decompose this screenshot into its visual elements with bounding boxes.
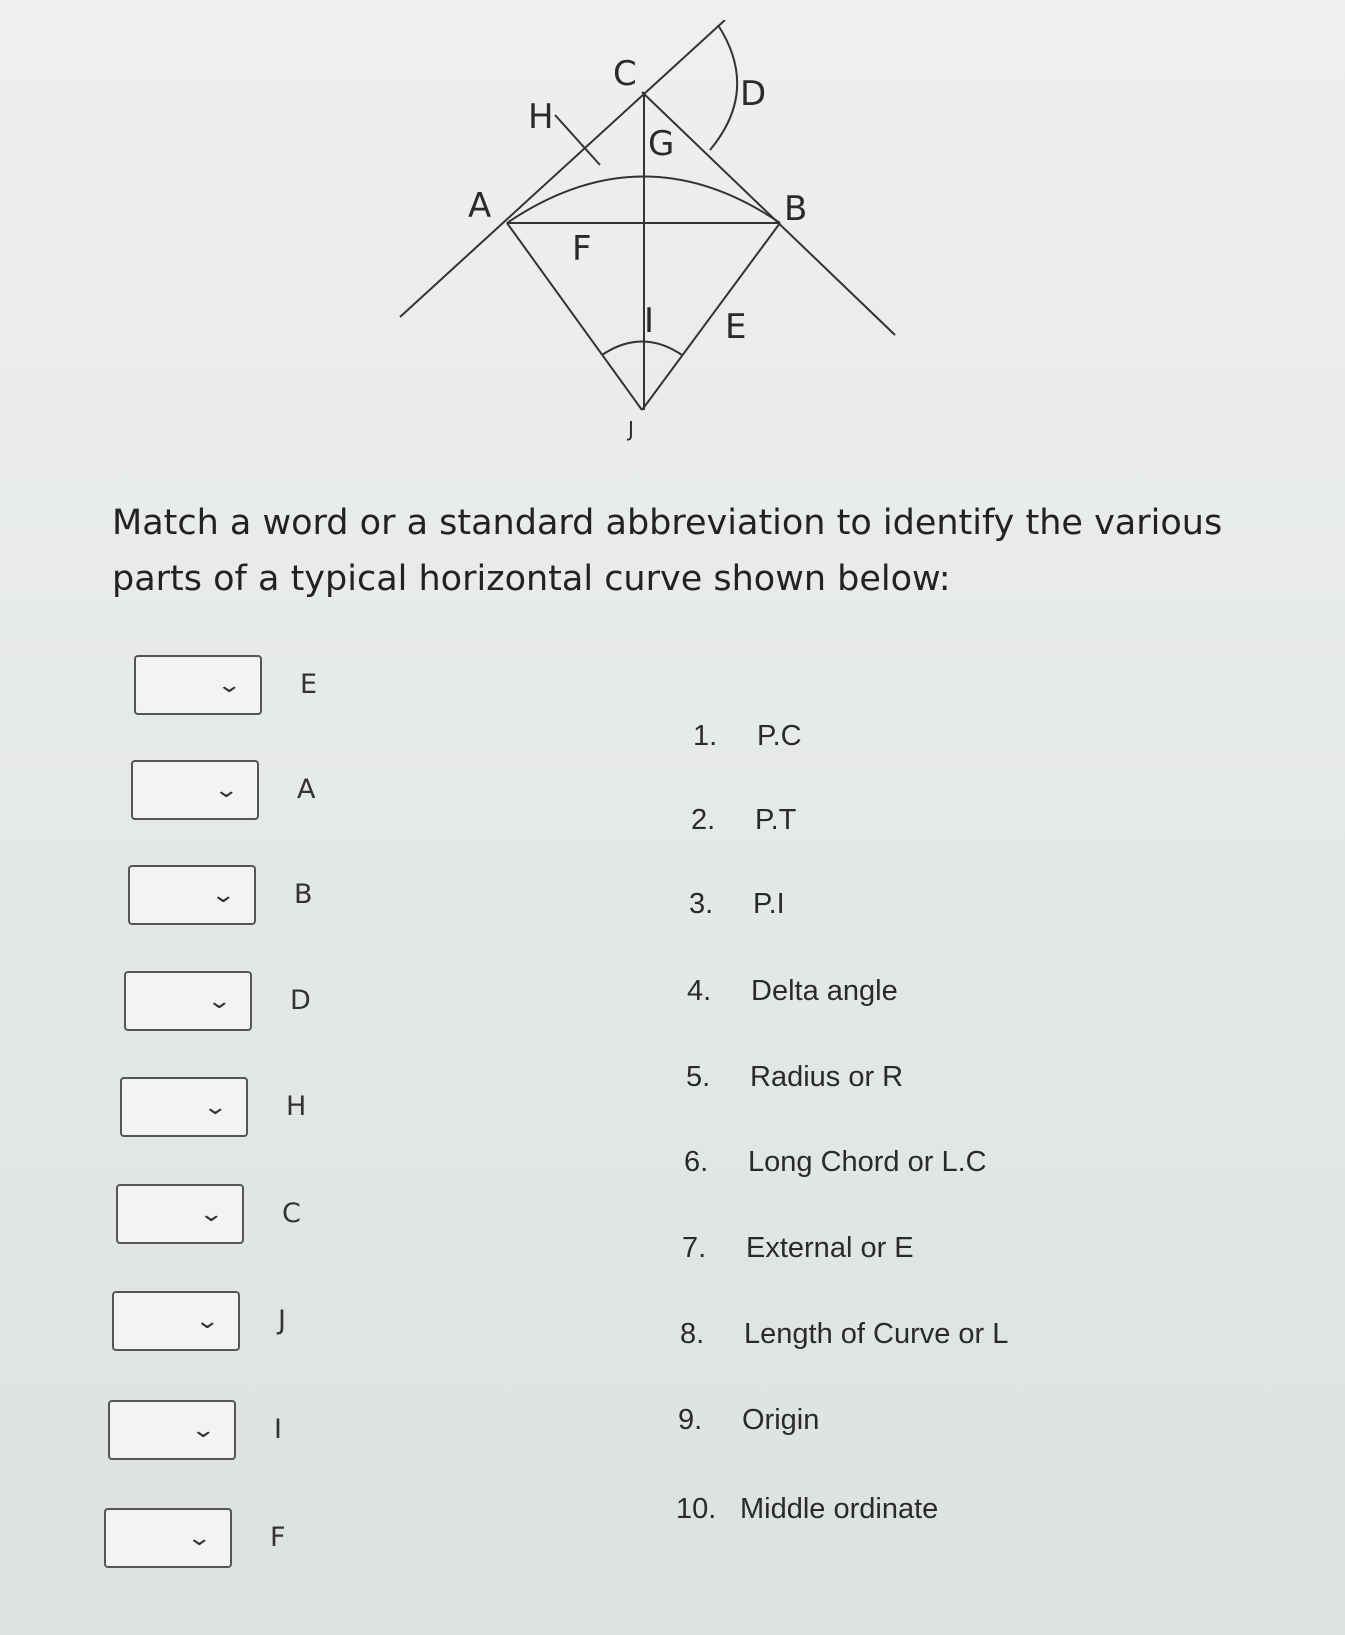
option-item xyxy=(684,1146,987,1179)
chevron-down-icon: ⌄ xyxy=(209,883,236,908)
forward-tangent-line xyxy=(642,92,895,335)
option-number: 3. xyxy=(689,888,714,920)
answer-select[interactable] xyxy=(112,1291,240,1351)
chevron-down-icon: ⌄ xyxy=(189,1418,216,1443)
match-label: J xyxy=(278,1305,286,1336)
label-f: F xyxy=(572,229,592,269)
label-a: A xyxy=(468,186,492,226)
chevron-down-icon: ⌄ xyxy=(185,1526,212,1551)
answer-select[interactable] xyxy=(131,760,259,820)
chevron-down-icon: ⌄ xyxy=(201,1095,228,1120)
radius-line-right xyxy=(642,223,780,410)
option-number: 7. xyxy=(682,1232,707,1264)
label-g: G xyxy=(648,124,675,164)
answer-select[interactable] xyxy=(124,971,252,1031)
chevron-down-icon: ⌄ xyxy=(205,989,232,1014)
label-j: J xyxy=(628,417,634,441)
label-e: E xyxy=(725,307,747,347)
answer-select[interactable] xyxy=(104,1508,232,1568)
option-number: 6. xyxy=(684,1146,709,1178)
label-b: B xyxy=(784,189,808,229)
chevron-down-icon: ⌄ xyxy=(212,778,239,803)
option-item xyxy=(678,1404,819,1437)
label-c: C xyxy=(613,54,637,94)
option-text: Delta angle xyxy=(751,975,898,1007)
label-h: H xyxy=(528,97,554,137)
option-item xyxy=(682,1232,914,1265)
match-label: B xyxy=(294,879,313,910)
option-item xyxy=(691,804,796,837)
answer-select[interactable] xyxy=(116,1184,244,1244)
option-text: P.T xyxy=(755,804,797,836)
chevron-down-icon: ⌄ xyxy=(193,1309,220,1334)
label-d: D xyxy=(740,74,767,114)
match-label: F xyxy=(270,1522,286,1553)
chevron-down-icon: ⌄ xyxy=(215,673,242,698)
match-label: H xyxy=(286,1091,307,1122)
option-text: Long Chord or L.C xyxy=(748,1146,987,1178)
option-text: Radius or R xyxy=(750,1061,904,1093)
option-number: 8. xyxy=(680,1318,705,1350)
option-number: 9. xyxy=(678,1404,703,1436)
match-label: E xyxy=(300,669,318,700)
match-label: D xyxy=(290,985,311,1016)
answer-select[interactable] xyxy=(120,1077,248,1137)
deflection-angle-arc xyxy=(710,25,737,150)
question-line-2: parts of a typical horizontal curve shown below: xyxy=(112,559,951,599)
horizontal-curve-diagram xyxy=(380,20,940,470)
option-item xyxy=(693,720,802,753)
match-label: A xyxy=(297,774,316,805)
curve-figure xyxy=(380,20,940,470)
back-tangent-line xyxy=(400,20,725,317)
option-item xyxy=(686,1061,903,1094)
match-label: I xyxy=(274,1414,282,1445)
question-line-1: Match a word or a standard abbreviation to identify the various xyxy=(112,503,1223,543)
answer-select[interactable] xyxy=(108,1400,236,1460)
option-text: Length of Curve or L xyxy=(744,1318,1009,1350)
option-item xyxy=(676,1493,938,1526)
option-number: 1. xyxy=(693,720,718,752)
match-label: C xyxy=(282,1198,301,1229)
option-item xyxy=(680,1318,1008,1351)
option-number: 10. xyxy=(676,1493,717,1525)
option-number: 2. xyxy=(691,804,716,836)
option-text: External or E xyxy=(746,1232,914,1264)
center-angle-arc xyxy=(602,342,682,356)
option-text: P.C xyxy=(757,720,802,752)
option-number: 4. xyxy=(687,975,712,1007)
option-number: 5. xyxy=(686,1061,711,1093)
answer-select[interactable] xyxy=(134,655,262,715)
option-item xyxy=(689,888,785,921)
label-i: I xyxy=(644,301,655,341)
option-item xyxy=(687,975,898,1008)
option-text: Origin xyxy=(742,1404,820,1436)
question-text xyxy=(112,495,1232,607)
answer-select[interactable] xyxy=(128,865,256,925)
chevron-down-icon: ⌄ xyxy=(197,1202,224,1227)
option-text: P.I xyxy=(753,888,785,920)
option-text: Middle ordinate xyxy=(740,1493,939,1525)
